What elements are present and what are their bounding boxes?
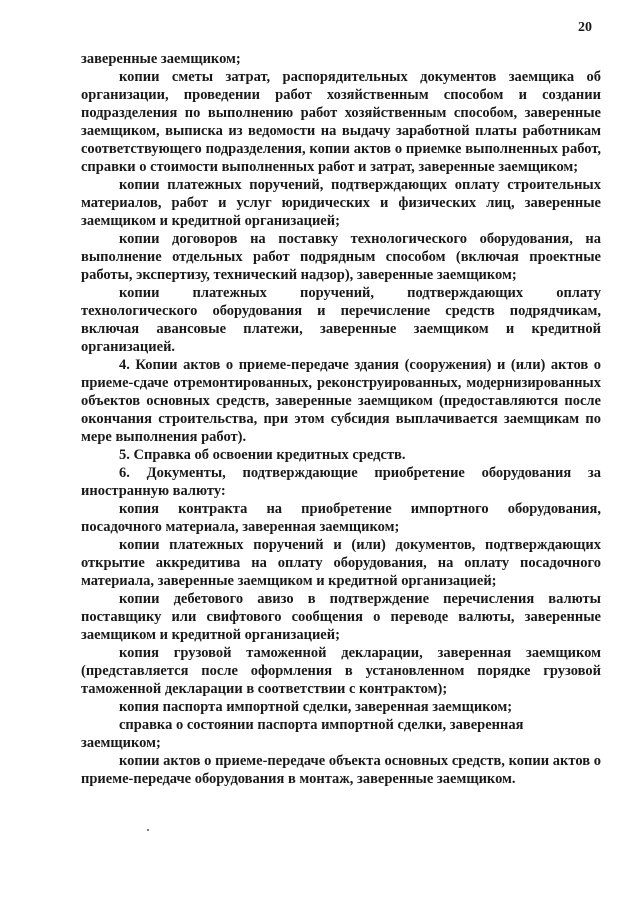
paragraph-letter-of-credit: копии платежных поручений и (или) документов, подтверждающих открытие аккредитива на оплату оборудования, на оплату посадочного материала, заверенные заемщиком и кредитной организацией;: [81, 537, 601, 589]
paragraph-item-6: 6. Документы, подтверждающие приобретение оборудования за иностранную валюту:: [81, 465, 601, 499]
paragraph-estimate-copies: копии сметы затрат, распорядительных документов заемщика об организации, проведении работ хозяйственным способом и создании подразделения по выполнению работ хозяйственным способом, заверенные заемщиком, выписка из ведомости на выдачу заработной платы работникам соответствующего подразделения, копии актов о приемке выполненных работ, справки о стоимости выполненных работ и затрат, заверенные заемщиком;: [81, 69, 601, 175]
paragraph-item-4: 4. Копии актов о приеме-передаче здания (сооружения) и (или) актов о приеме-сдаче отремонтированных, реконструированных, модернизированных объектов основных средств, заверенные заемщиком (предоставляются после окончания строительства, при этом субсидия выплачивается заемщикам по мере выполнения работ).: [81, 357, 601, 445]
paragraph-passport-status: справка о состоянии паспорта импортной сделки, заверенная заемщиком;: [81, 717, 524, 751]
paragraph-customs-declaration: копия грузовой таможенной декларации, заверенная заемщиком (представляется после оформления в установленном порядке грузовой таможенной декларации в соответствии с контрактом);: [81, 645, 601, 697]
paragraph-acceptance-acts: копии актов о приеме-передаче объекта основных средств, копии актов о приеме-передаче оборудования в монтаж, заверенные заемщиком.: [81, 753, 601, 787]
paragraph-import-passport: копия паспорта импортной сделки, заверенная заемщиком;: [119, 699, 513, 715]
paragraph-payment-orders-equipment: копии платежных поручений, подтверждающих оплату технологического оборудования и перечисление средств подрядчикам, включая авансовые платежи, заверенные заемщиком и кредитной организацией.: [81, 285, 601, 355]
paragraph-item-5: 5. Справка об освоении кредитных средств.: [119, 447, 406, 463]
paragraph-supply-contracts: копии договоров на поставку технологического оборудования, на выполнение отдельных работ подрядным способом (включая проектные работы, экспертизу, технический надзор), заверенные заемщиком;: [81, 231, 601, 283]
paragraph-debit-advice: копии дебетового авизо в подтверждение перечисления валюты поставщику или свифтового сообщения о переводе валюты, заверенные заемщиком и кредитной организацией;: [81, 591, 601, 643]
document-body: [81, 50, 601, 788]
paragraph-payment-orders-materials: копии платежных поручений, подтверждающих оплату строительных материалов, работ и услуг юридических и физических лиц, заверенные заемщиком и кредитной организацией;: [81, 177, 601, 229]
paragraph-continuation: заверенные заемщиком;: [81, 51, 241, 67]
scan-speck: [147, 829, 149, 831]
page-number: 20: [578, 20, 592, 35]
paragraph-import-contract: копия контракта на приобретение импортного оборудования, посадочного материала, заверенная заемщиком;: [81, 501, 601, 535]
